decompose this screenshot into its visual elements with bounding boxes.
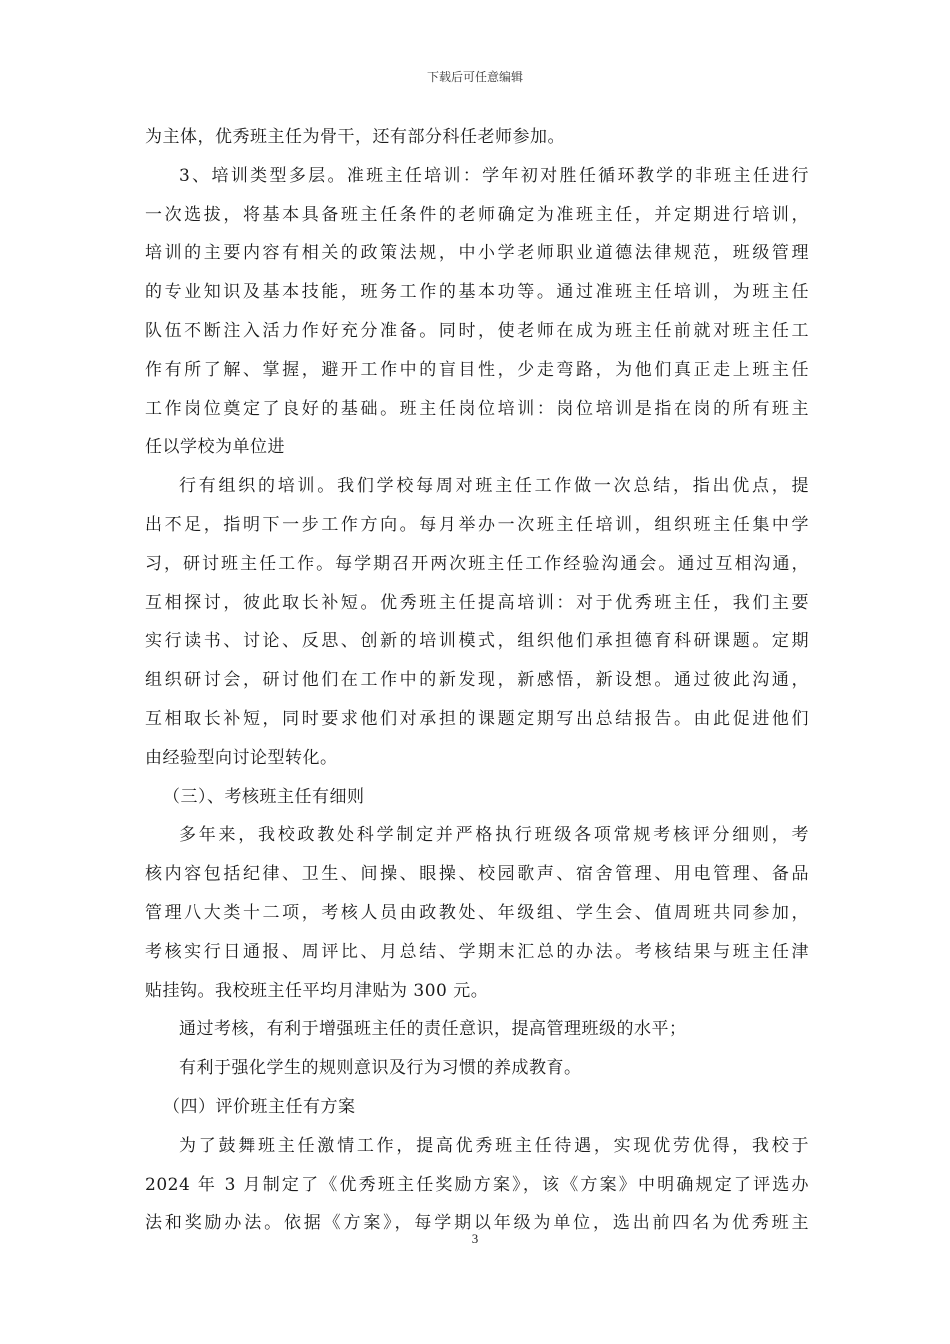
text-line: （四）评价班主任有方案 (163, 1096, 356, 1117)
text-line: 互相探讨，彼此取长补短。优秀班主任提高培训：对于优秀班主任，我们主要 (145, 592, 809, 613)
text-line: 培训的主要内容有相关的政策法规，中小学老师职业道德法律规范，班级管理 (145, 243, 809, 264)
page-number: 3 (471, 1231, 479, 1246)
text-line: 互相取长补短，同时要求他们对承担的课题定期写出总结报告。由此促进他们 (145, 708, 809, 729)
text-line: 法和奖励办法。依据《方案》，每学期以年级为单位，选出前四名为优秀班主 (145, 1213, 809, 1234)
text-line: 管理八大类十二项，考核人员由政教处、年级组、学生会、值周班共同参加， (145, 902, 809, 923)
text-line: 习，研讨班主任工作。每学期召开两次班主任工作经验沟通会。通过互相沟通， (145, 553, 809, 574)
text-line: 核内容包括纪律、卫生、间操、眼操、校园歌声、宿舍管理、用电管理、备品 (145, 864, 809, 885)
document-body (145, 118, 809, 1243)
text-line: 队伍不断注入活力作好充分准备。同时，使老师在成为班主任前就对班主任工 (145, 320, 809, 341)
text-line: 有利于强化学生的规则意识及行为习惯的养成教育。 (179, 1058, 582, 1079)
text-line: 多年来，我校政教处科学制定并严格执行班级各项常规考核评分细则，考 (179, 825, 809, 846)
text-line: 由经验型向讨论型转化。 (145, 747, 338, 768)
text-line: 2024 年 3 月制定了《优秀班主任奖励方案》，该《方案》中明确规定了评选办 (145, 1174, 809, 1195)
page-header: 下载后可任意编辑 (426, 70, 523, 84)
text-line: 通过考核，有利于增强班主任的责任意识，提高管理班级的水平； (179, 1019, 687, 1040)
text-line: 一次选拔，将基本具备班主任条件的老师确定为准班主任，并定期进行培训， (145, 204, 809, 225)
text-line: 的专业知识及基本技能，班务工作的基本功等。通过准班主任培训，为班主任 (145, 282, 809, 303)
text-line: 行有组织的培训。我们学校每周对班主任工作做一次总结，指出优点，提 (179, 476, 809, 497)
text-line: 贴挂钩。我校班主任平均月津贴为 300 元。 (145, 980, 489, 1001)
text-line: 考核实行日通报、周评比、月总结、学期末汇总的办法。考核结果与班主任津 (145, 941, 809, 962)
text-line: 为主体，优秀班主任为骨干，还有部分科任老师参加。 (145, 127, 565, 147)
text-line: 工作岗位奠定了良好的基础。班主任岗位培训：岗位培训是指在岗的所有班主 (145, 398, 809, 419)
text-line: 为了鼓舞班主任激情工作，提高优秀班主任待遇，实现优劳优得，我校于 (179, 1135, 809, 1156)
text-line: 作有所了解、掌握，避开工作中的盲目性，少走弯路，为他们真正走上班主任 (145, 359, 809, 380)
text-line: 组织研讨会，研讨他们在工作中的新发现，新感悟，新设想。通过彼此沟通， (145, 670, 809, 691)
text-line: （三）、考核班主任有细则 (163, 786, 365, 807)
text-line: 出不足，指明下一步工作方向。每月举办一次班主任培训，组织班主任集中学 (145, 514, 809, 535)
text-line: 3、培训类型多层。准班主任培训：学年初对胜任循环教学的非班主任进行 (179, 165, 809, 186)
text-line: 实行读书、讨论、反思、创新的培训模式，组织他们承担德育科研课题。定期 (145, 631, 809, 652)
text-line: 任以学校为单位进 (145, 437, 285, 458)
